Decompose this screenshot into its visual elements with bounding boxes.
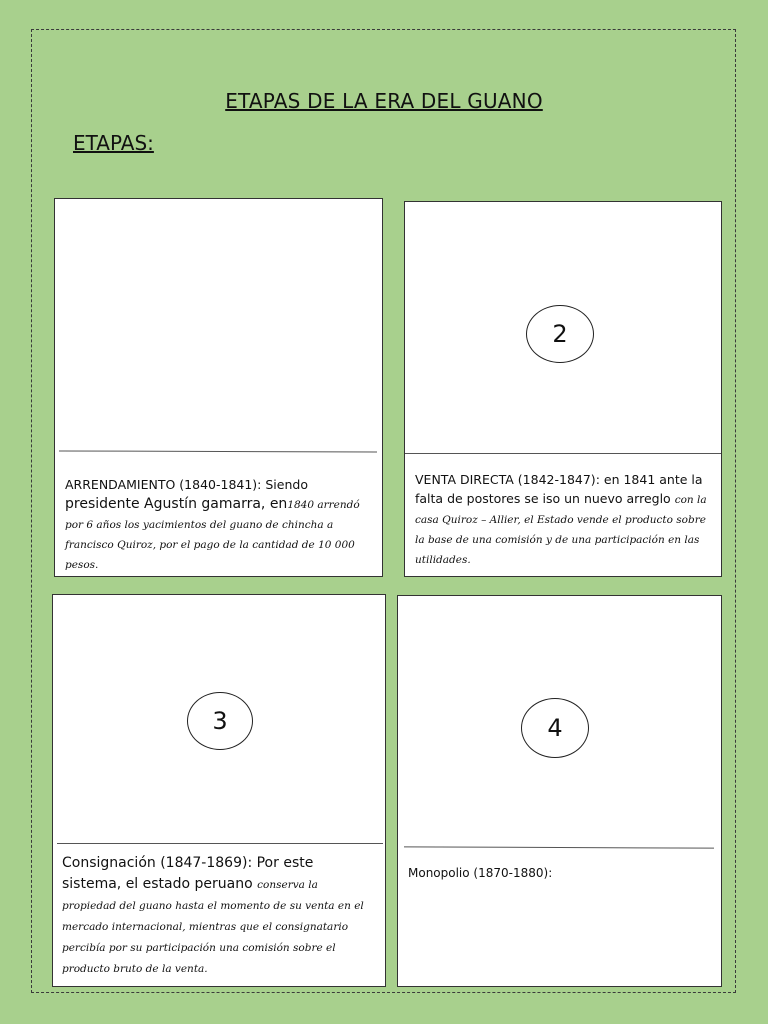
stage-panel-4 [397, 595, 722, 987]
stage-panel-1 [54, 198, 383, 577]
stage-number-badge-3: 3 [187, 692, 253, 750]
stage-heading-2: VENTA DIRECTA (1842-1847): en 1841 ante la falta de postores se iso un nuevo arreglo [415, 472, 703, 506]
panel-divider [57, 843, 383, 844]
panel-divider [59, 450, 377, 452]
stage-panel-3 [52, 594, 386, 987]
panel-divider [404, 846, 714, 848]
stage-heading-1: ARRENDAMIENTO (1840-1841): Siendo [65, 477, 308, 492]
stage-description-2 [415, 470, 710, 569]
stage-detail-1: 1840 arrendó por 6 años los yacimientos del guano de chincha a francisco Quiroz, por el pago de la cantidad de 10 000 pesos. [65, 499, 360, 571]
page-title: ETAPAS DE LA ERA DEL GUANO [225, 89, 543, 113]
stage-number-badge-2: 2 [526, 305, 594, 363]
stage-number-badge-4: 4 [521, 698, 589, 758]
stage-detail-3: conserva la propiedad del guano hasta el momento de su venta en el mercado internacional, mientras que el consignatario percibía por su participación una comisión sobre el producto bruto de la venta. [62, 879, 364, 975]
stage-text-1: presidente Agustín gamarra, en [65, 496, 288, 512]
stage-description-3 [62, 853, 372, 979]
section-heading: ETAPAS: [73, 131, 154, 155]
stage-detail-2: con la casa Quiroz – Allier, el Estado vende el producto sobre la base de una comisión y de una participación en las utilidades. [415, 494, 707, 566]
stage-panel-2 [404, 201, 722, 577]
stage-heading-4: Monopolio (1870-1880): [408, 866, 553, 880]
panel-divider [405, 453, 721, 454]
stage-description-1 [65, 475, 370, 574]
stage-heading-3: Consignación (1847-1869): Por este sistema, el estado peruano [62, 855, 314, 892]
stage-description-4 [408, 864, 708, 883]
